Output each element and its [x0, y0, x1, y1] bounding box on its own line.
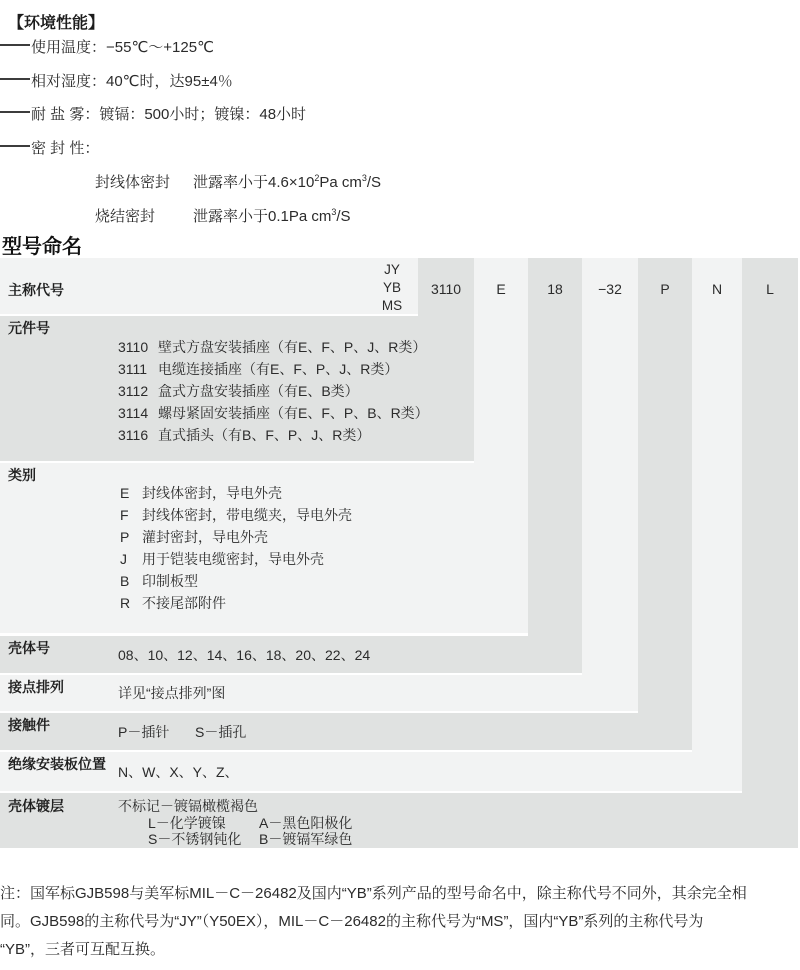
row-band-insulator-position — [0, 752, 742, 791]
plating-a-value: A－黑色阳极化 — [259, 815, 353, 831]
designator-code-jy: JY — [384, 262, 400, 277]
col-band-plating-l — [742, 258, 798, 848]
row-label-component-number: 元件号 — [8, 320, 50, 336]
item-desc: 封线体密封，带电缆夹，导电外壳 — [142, 507, 352, 523]
item-desc: 电缆连接插座（有E、F、P、J、R类） — [158, 361, 399, 377]
col-band-contact-p — [638, 258, 692, 750]
code-cell-p: P — [660, 281, 670, 297]
row-label-contact-arrangement: 接点排列 — [8, 679, 64, 695]
dash-line — [0, 44, 30, 46]
list-item — [120, 592, 352, 614]
item-desc: 盒式方盘安装插座（有E、B类） — [158, 383, 359, 399]
item-code: R — [120, 595, 131, 611]
exponent: 3 — [331, 207, 337, 217]
item-desc: 封线体密封，导电外壳 — [142, 485, 282, 501]
plating-l-value: L－化学镀镍 — [148, 815, 226, 831]
row-label-shell-plating: 壳体镀层 — [8, 798, 64, 814]
col-band-shell-18 — [528, 258, 582, 673]
code-cell-3110: 3110 — [430, 281, 462, 297]
item-desc: 壁式方盘安装插座（有E、F、P、J、R类） — [158, 339, 427, 355]
row-label-class: 类别 — [8, 467, 36, 483]
item-code: P — [120, 529, 130, 545]
exponent: 3 — [361, 173, 367, 183]
item-code: E — [120, 485, 130, 501]
designator-code-yb: YB — [382, 280, 401, 295]
seal-line-wire-seal — [95, 171, 381, 192]
item-desc: 不接尾部附件 — [142, 595, 226, 611]
env-line-operating-temperature: 使用温度：−55℃～+125℃ — [31, 39, 214, 56]
designator-code-stack — [371, 261, 413, 315]
item-code: B — [120, 573, 130, 589]
seal-type-label: 封线体密封 — [95, 174, 171, 191]
env-line-sealing: 密 封 性： — [31, 140, 100, 157]
plating-unmarked-value: 不标记－镀镉橄榄褐色 — [118, 798, 258, 814]
shell-size-values: 08、10、12、14、16、18、20、22、24 — [118, 647, 371, 663]
exponent: 2 — [314, 173, 320, 183]
list-item — [120, 482, 352, 504]
item-code: F — [120, 507, 129, 523]
seal-value-text: Pa cm — [319, 174, 362, 191]
contact-type-values — [118, 722, 246, 742]
contact-socket-value: S－插孔 — [195, 724, 247, 740]
col-band-contact-arrangement-32 — [582, 258, 638, 711]
code-cell-18: 18 — [547, 281, 563, 297]
col-band-insulator-position-n — [692, 258, 742, 791]
plating-line-3 — [148, 829, 352, 849]
item-desc: 印制板型 — [142, 573, 198, 589]
item-desc: 螺母紧固安装插座（有E、F、P、B、R类） — [158, 405, 429, 421]
seal-line-sintered-seal — [95, 205, 351, 226]
code-cell-e: E — [496, 281, 506, 297]
plating-s-value: S－不锈钢钝化 — [148, 831, 242, 847]
row-band-contact-type — [0, 713, 692, 750]
item-code: 3111 — [118, 361, 148, 377]
list-item — [118, 336, 429, 358]
dash-line — [0, 78, 30, 80]
item-code: 3110 — [118, 339, 149, 355]
row-band-contact-arrangement — [0, 675, 638, 711]
row-label-shell-size: 壳体号 — [8, 640, 50, 656]
insulator-position-values: N、W、X、Y、Z、 — [118, 764, 239, 780]
list-item — [118, 358, 429, 380]
row-label-contact-type: 接触件 — [8, 717, 50, 733]
code-cell-32: −32 — [598, 281, 622, 297]
list-item — [118, 424, 429, 446]
plating-b-value: B－镀镉军绿色 — [259, 831, 353, 847]
item-code: 3114 — [118, 405, 149, 421]
code-cell-l: L — [766, 281, 774, 297]
code-cell-n: N — [711, 281, 723, 297]
seal-value-text: 泄露率小于4.6×10 — [193, 174, 315, 191]
list-item — [120, 504, 352, 526]
env-line-relative-humidity: 相对湿度：40℃时，达95±4％ — [31, 73, 233, 90]
seal-value-text: 泄露率小于0.1Pa cm — [193, 208, 332, 225]
designator-code-ms: MS — [381, 298, 403, 313]
row-label-designator: 主称代号 — [8, 282, 64, 298]
env-performance-title: 【环境性能】 — [8, 15, 105, 32]
dash-line — [0, 145, 30, 147]
list-item — [118, 402, 429, 424]
note-line-1: 注：国军标GJB598与美军标MIL－C－26482及国内“YB”系列产品的型号命名中，除主称代号不同外，其余完全相 — [0, 885, 747, 902]
note-line-3: “YB”，三者可互配互换。 — [0, 941, 166, 958]
contact-arrangement-value: 详见“接点排列”图 — [118, 685, 226, 701]
list-item — [120, 548, 352, 570]
list-item — [120, 570, 352, 592]
list-item — [118, 380, 429, 402]
item-code: 3112 — [118, 383, 149, 399]
item-code: 3116 — [118, 427, 149, 443]
class-list — [120, 482, 352, 614]
item-desc: 灌封密封，导电外壳 — [142, 529, 268, 545]
list-item — [120, 526, 352, 548]
seal-value-text: /S — [366, 174, 382, 191]
env-line-salt-spray: 耐 盐 雾：镀镉：500小时；镀镍：48小时 — [31, 106, 307, 123]
seal-value-text: /S — [336, 208, 351, 225]
item-desc: 用于铠装电缆密封，导电外壳 — [142, 551, 324, 567]
item-code: J — [120, 551, 127, 567]
contact-pin-value: P－插针 — [118, 724, 170, 740]
component-number-list — [118, 336, 429, 446]
model-naming-heading: 型号命名 — [2, 236, 82, 258]
seal-type-label: 烧结密封 — [95, 208, 156, 225]
note-line-2: 同。GJB598的主称代号为“JY”（Y50EX），MIL－C－26482的主称代号为“MS”，国内“YB”系列的主称代号为 — [0, 913, 704, 930]
dash-line — [0, 111, 30, 113]
row-label-insulator-position: 绝缘安装板位置 — [8, 756, 106, 772]
item-desc: 直式插头（有B、F、P、J、R类） — [158, 427, 371, 443]
